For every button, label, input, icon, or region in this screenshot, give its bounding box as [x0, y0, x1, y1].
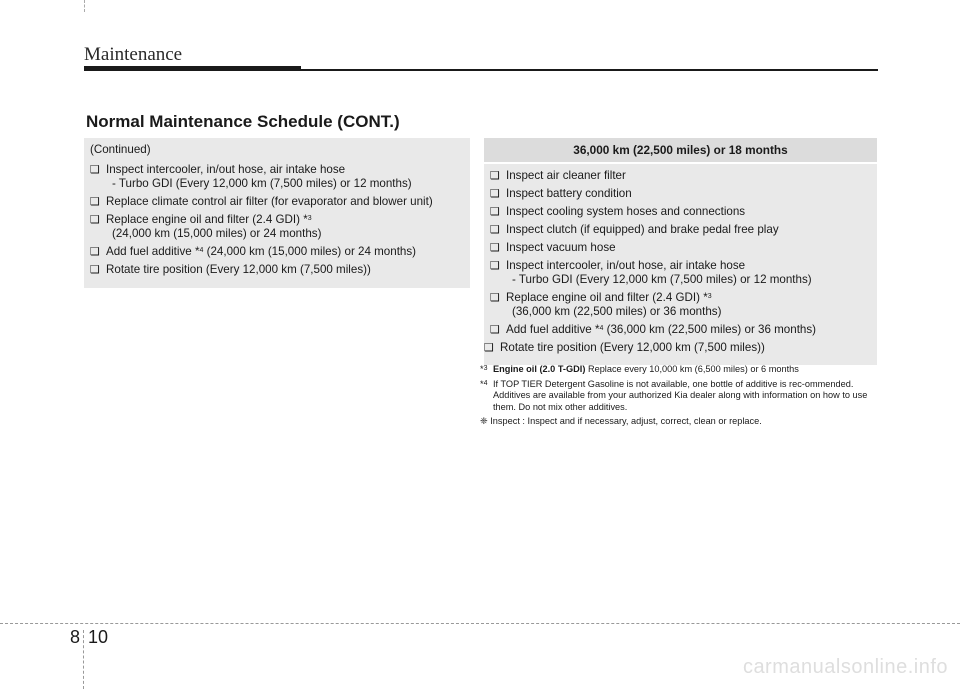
checkbox-icon: ❑ [490, 188, 500, 200]
item-text: Rotate tire position (Every 12,000 km (7,500 miles)) [500, 341, 765, 354]
item-subtext: (24,000 km (15,000 miles) or 24 months) [112, 227, 322, 240]
footnote-4-text: If TOP TIER Detergent Gasoline is not available, one bottle of additive is rec-ommended. Additives are available from your authorized Kia dealer along with information on how to use them. Do not mix other additives. [493, 378, 868, 412]
checklist-item [490, 169, 877, 183]
checklist-item [90, 263, 470, 277]
crop-mark [84, 0, 85, 12]
checklist-item [490, 223, 877, 237]
page-heading: Normal Maintenance Schedule (CONT.) [86, 112, 400, 131]
checkbox-icon: ❑ [90, 214, 100, 226]
footnote-mark: *$^3$ [480, 364, 488, 374]
section-title: Maintenance [84, 44, 183, 65]
item-subtext: - Turbo GDI (Every 12,000 km (7,500 miles) or 12 months) [512, 273, 812, 286]
footnote-ref: 4 [599, 325, 604, 332]
checklist-item [90, 195, 470, 209]
checkbox-icon: ❑ [90, 196, 100, 208]
item-subtext: (36,000 km (22,500 miles) or 36 months) [512, 305, 722, 318]
checkbox-icon: ❑ [490, 260, 500, 272]
checklist-item [90, 245, 470, 259]
checklist-item [490, 291, 877, 319]
page-number: 10 [88, 627, 109, 647]
footnote-ref: 3 [707, 293, 712, 300]
item-text: Inspect air cleaner filter [506, 169, 626, 182]
item-text: Inspect intercooler, in/out hose, air intake hose [506, 259, 746, 272]
footnote-ref: 3 [307, 215, 312, 222]
item-text: Inspect vacuum hose [506, 241, 616, 254]
item-text: Add fuel additive * [506, 323, 600, 336]
header-rule-thick [84, 66, 301, 71]
item-text: Inspect intercooler, in/out hose, air intake hose [106, 163, 346, 176]
checklist-item [490, 187, 877, 201]
item-text: Inspect clutch (if equipped) and brake pedal free play [506, 223, 779, 236]
checklist-item [490, 241, 877, 255]
checkbox-icon: ❑ [490, 206, 500, 218]
continued-label: (Continued) [90, 143, 151, 156]
checklist-item [90, 163, 470, 191]
interval-heading: 36,000 km (22,500 miles) or 18 months [484, 138, 877, 162]
footnote-mark: *$^4$ [480, 378, 488, 389]
item-text-after: (24,000 km (15,000 miles) or 24 months) [203, 245, 417, 258]
checkbox-icon: ❑ [490, 170, 500, 182]
item-text: Inspect cooling system hoses and connections [506, 205, 746, 218]
checklist-item [484, 341, 877, 355]
item-text-after: (36,000 km (22,500 miles) or 36 months) [603, 323, 817, 336]
footer-vertical-divider [83, 630, 84, 689]
footnote-4 [480, 379, 877, 414]
item-text: Add fuel additive * [106, 245, 200, 258]
checklist-item [490, 205, 877, 219]
footnote-ref: 4 [199, 247, 204, 254]
item-text: Replace engine oil and filter (2.4 GDI) * [506, 291, 708, 304]
checklist-item [490, 259, 877, 287]
checkbox-icon: ❑ [490, 292, 500, 304]
item-text: Inspect battery condition [506, 187, 632, 200]
item-text: Replace engine oil and filter (2.4 GDI) * [106, 213, 308, 226]
checkbox-icon: ❑ [90, 164, 100, 176]
checklist-item [490, 323, 877, 337]
footer-divider [0, 623, 960, 624]
inspect-note: ❈ Inspect : Inspect and if necessary, adjust, correct, clean or replace. [480, 416, 762, 426]
checkbox-icon: ❑ [490, 324, 500, 336]
footnote-3 [480, 364, 877, 376]
checkbox-icon: ❑ [490, 224, 500, 236]
right-schedule-box [484, 164, 877, 365]
watermark: carmanualsonline.info [742, 656, 948, 678]
left-schedule-box [84, 138, 470, 288]
header-rule-thin [301, 69, 878, 71]
footnote-3-label: Engine oil (2.0 T-GDI) [493, 364, 586, 374]
footnote-3-text: Replace every 10,000 km (6,500 miles) or 6 months [585, 364, 799, 374]
checklist-item [90, 213, 470, 241]
item-text: Rotate tire position (Every 12,000 km (7,500 miles)) [106, 263, 371, 276]
item-subtext: - Turbo GDI (Every 12,000 km (7,500 miles) or 12 months) [112, 177, 412, 190]
item-text: Replace climate control air filter (for evaporator and blower unit) [106, 195, 433, 208]
checkbox-icon: ❑ [490, 242, 500, 254]
checkbox-icon: ❑ [484, 342, 494, 354]
chapter-number: 8 [70, 627, 81, 647]
checkbox-icon: ❑ [90, 264, 100, 276]
footnotes [480, 364, 877, 430]
checkbox-icon: ❑ [90, 246, 100, 258]
